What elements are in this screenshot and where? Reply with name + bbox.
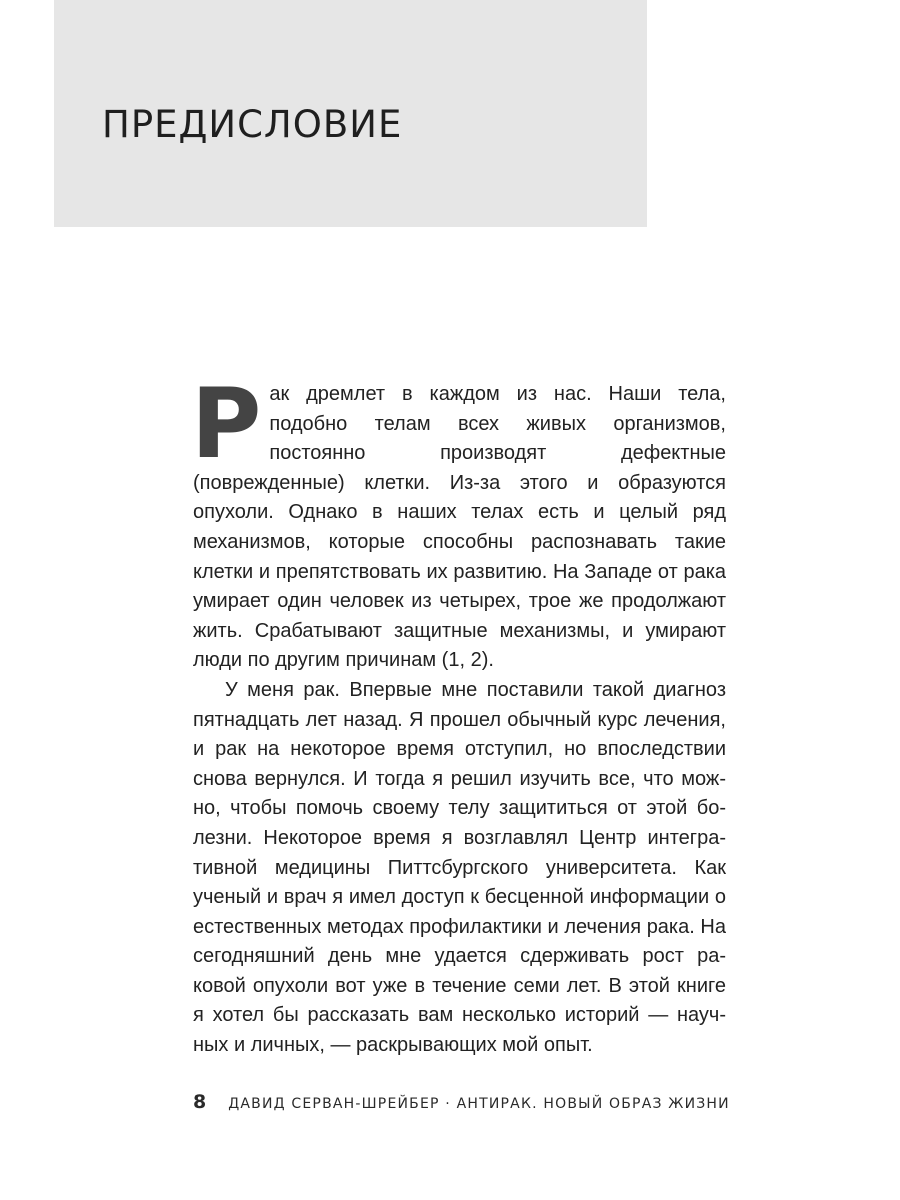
drop-cap: Р xyxy=(191,368,262,480)
paragraph-1-text: ак дремлет в каждом из нас. Наши тела, подобно телам всех живых организмов, постоянно производят дефектные (поврежденные) клетки. Из-за этого и образуются опухоли. Однако в наших телах есть и целый ряд механизмов, которые способны распознавать такие клетки и препятствовать их развитию. На Западе от рака умирает один человек из четырех, трое же продолжают жить. Срабатывают защитные механизмы, и умирают люди по другим причинам (1, 2). xyxy=(193,383,726,672)
chapter-title: ПРЕДИСЛОВИЕ xyxy=(102,103,403,146)
paragraph-1 xyxy=(191,368,726,676)
paragraph-2: У меня рак. Впервые мне поставили такой диагноз пятнадцать лет назад. Я прошел обычный курс лечения, и рак на некоторое время отступил, но впоследствии снова вернулся. И тогда я решил изучить все, что можно, чтобы помочь своему телу защититься от этой болезни. Некоторое время я возглавлял Центр интегративной медицины Питтсбургского университета. Как ученый и врач я имел доступ к бесценной информации о естественных методах профилактики и лечения рака. На сегодняшний день мне удается сдерживать рост раковой опухоли вот уже в течение семи лет. В этой книге я хотел бы рассказать вам несколько историй — научных и личных, — раскрывающих мой опыт. xyxy=(193,678,726,1057)
page-number: 8 xyxy=(193,1091,207,1113)
body-text xyxy=(191,368,726,1061)
running-header: ДАВИД СЕРВАН-ШРЕЙБЕР · АНТИРАК. НОВЫЙ ОБРАЗ ЖИЗНИ xyxy=(228,1096,730,1112)
page-footer xyxy=(193,1091,753,1115)
